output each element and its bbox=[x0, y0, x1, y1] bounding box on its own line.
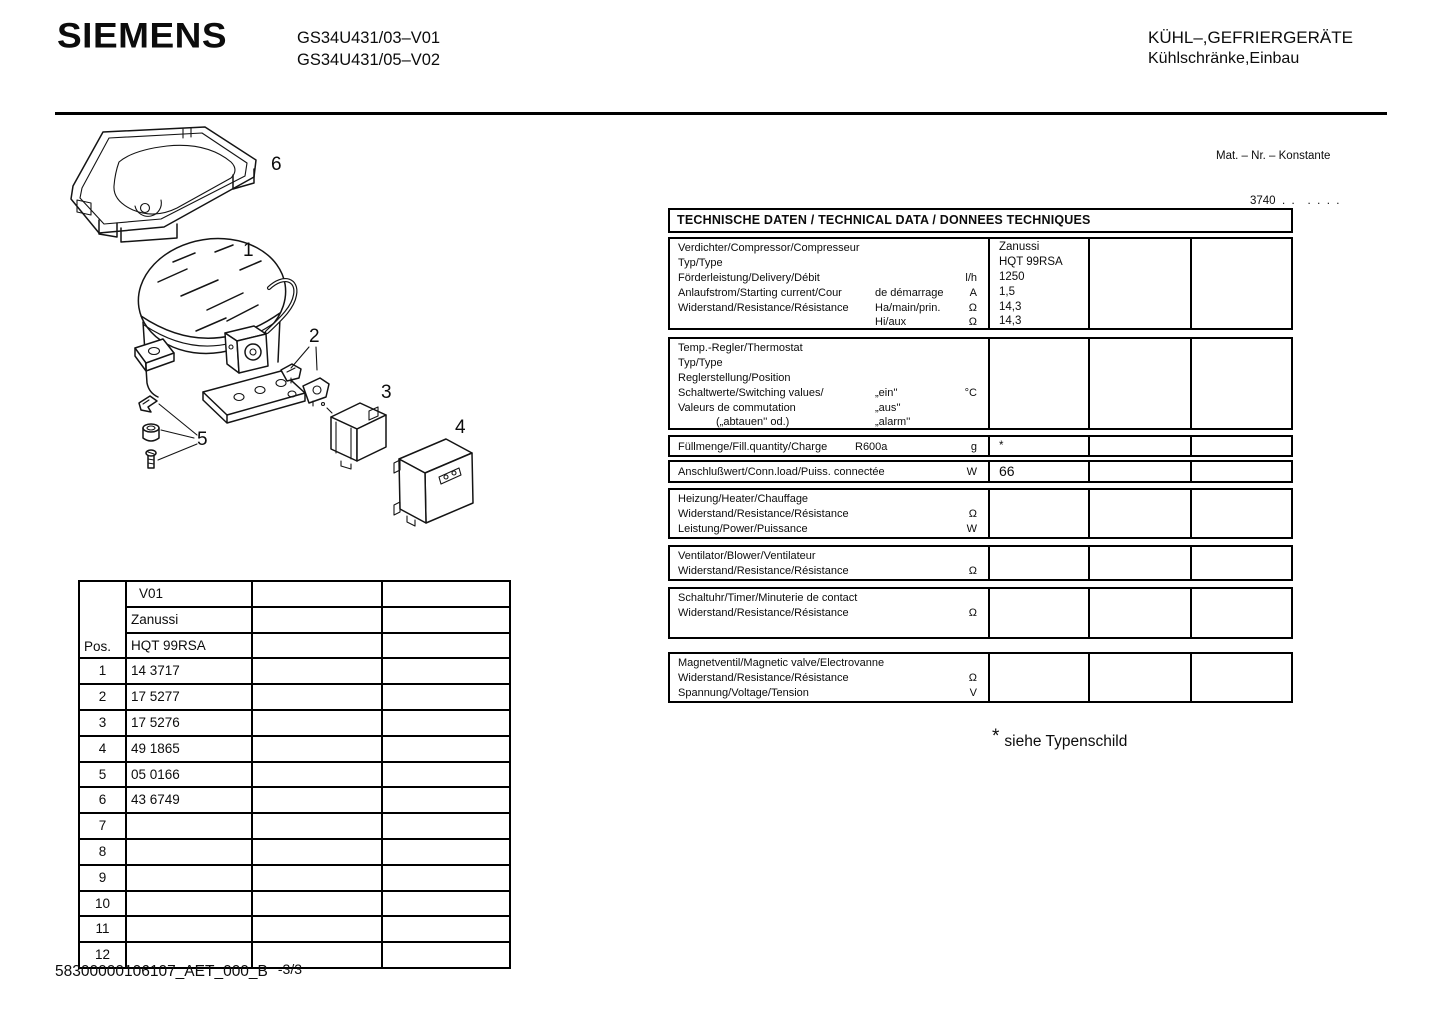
empty-cell bbox=[252, 787, 382, 813]
empty-header-cell bbox=[382, 633, 510, 659]
tech-value-column-2 bbox=[1088, 490, 1190, 537]
parts-table-row bbox=[79, 813, 510, 839]
empty-cell bbox=[252, 710, 382, 736]
empty-cell bbox=[252, 891, 382, 917]
parts-table-row bbox=[79, 658, 510, 684]
tech-labels-column bbox=[670, 462, 988, 481]
tech-row-label: Hi/aux Ω bbox=[875, 316, 977, 329]
variant-header-cell: Zanussi bbox=[126, 607, 252, 633]
part-number-cell bbox=[126, 916, 252, 942]
empty-cell bbox=[252, 762, 382, 788]
tech-row-label: Spannung/Voltage/Tension V bbox=[678, 686, 977, 699]
tech-row-label: Verdichter/Compressor/Compresseur bbox=[678, 242, 860, 254]
tech-row-value bbox=[999, 563, 1088, 578]
tech-row-label: Temp.-Regler/Thermostat bbox=[678, 342, 803, 354]
tech-value-column-2 bbox=[1088, 589, 1190, 637]
tech-value-column-2 bbox=[1088, 462, 1190, 481]
tech-row-value bbox=[999, 400, 1088, 415]
tech-block-thermostat bbox=[668, 337, 1293, 430]
empty-cell bbox=[382, 813, 510, 839]
technical-data-title: TECHNISCHE DATEN / TECHNICAL DATA / DONNEES TECHNIQUES bbox=[668, 208, 1293, 233]
parts-table-row bbox=[79, 762, 510, 788]
appliance-category bbox=[1148, 27, 1353, 69]
material-number-label: Mat. – Nr. – Konstante bbox=[1216, 150, 1331, 162]
tech-row-value: 66 bbox=[999, 463, 1015, 479]
tech-row-value bbox=[999, 370, 1088, 385]
tech-row-value bbox=[999, 685, 1088, 700]
relay-drawing bbox=[331, 403, 386, 469]
tech-labels-column bbox=[670, 490, 988, 537]
tech-row-label: Widerstand/Resistance/Résistance Ω bbox=[678, 507, 977, 520]
part-number-cell: 17 5277 bbox=[126, 684, 252, 710]
document-id: 58300000106107_AET_000_B bbox=[55, 963, 268, 980]
tech-row-value bbox=[999, 620, 1088, 635]
tech-value-column-2 bbox=[1088, 239, 1190, 328]
empty-cell bbox=[252, 813, 382, 839]
tech-row-label: Magnetventil/Magnetic valve/Electrovanne bbox=[678, 657, 885, 669]
header-divider-rule bbox=[55, 112, 1387, 115]
tech-value-column-3 bbox=[1190, 339, 1291, 428]
part-label-5: 5 bbox=[197, 429, 208, 450]
tech-row-label: Typ/Type bbox=[678, 256, 723, 269]
tech-row-value bbox=[999, 521, 1088, 536]
tech-value-column-3 bbox=[1190, 589, 1291, 637]
empty-cell bbox=[382, 710, 510, 736]
tech-row-label: Reglerstellung/Position bbox=[678, 371, 791, 384]
parts-table-row bbox=[79, 710, 510, 736]
tech-value-column-3 bbox=[1190, 654, 1291, 701]
siemens-logo: SIEMENS bbox=[57, 16, 228, 56]
tech-row-label: Typ/Type bbox=[678, 356, 723, 369]
part-label-1: 1 bbox=[243, 240, 254, 261]
empty-cell bbox=[252, 736, 382, 762]
tech-block-heater bbox=[668, 488, 1293, 539]
tech-value-column-1 bbox=[988, 339, 1088, 428]
parts-table-row bbox=[79, 684, 510, 710]
part-number-cell bbox=[126, 891, 252, 917]
asterisk-marker: * bbox=[992, 726, 1000, 747]
tech-row-label: Valeurs de commutation „aus'' bbox=[678, 401, 901, 414]
empty-cell bbox=[382, 762, 510, 788]
tech-row-value: Zanussi bbox=[999, 241, 1040, 253]
empty-cell bbox=[382, 942, 510, 968]
model-number-1: GS34U431/03–V01 bbox=[297, 29, 441, 47]
part-number-cell bbox=[126, 813, 252, 839]
tech-row-value bbox=[999, 670, 1088, 685]
pos-cell: 7 bbox=[79, 813, 126, 839]
empty-cell bbox=[252, 839, 382, 865]
tech-block-blower bbox=[668, 545, 1293, 581]
tech-labels-column bbox=[670, 654, 988, 701]
pos-cell: 4 bbox=[79, 736, 126, 762]
tech-row-label: Ventilator/Blower/Ventilateur bbox=[678, 550, 816, 562]
parts-table-row bbox=[79, 865, 510, 891]
tech-row-value bbox=[999, 340, 1088, 355]
empty-cell bbox=[382, 736, 510, 762]
tech-row-label: Widerstand/Resistance/Résistance Ω bbox=[678, 671, 977, 684]
tech-labels-column bbox=[670, 339, 988, 428]
tech-row-value bbox=[999, 355, 1088, 370]
tech-row-value: 1250 bbox=[999, 270, 1025, 283]
tech-row-label: Heizung/Heater/Chauffage bbox=[678, 493, 809, 505]
tech-row-value bbox=[999, 506, 1088, 521]
material-number-value: 3740 . . . . . . bbox=[1250, 195, 1340, 207]
tech-row-label: Widerstand/Resistance/Résistance Ω bbox=[678, 606, 977, 619]
variant-header-cell: V01 bbox=[126, 581, 252, 607]
parts-table-row bbox=[79, 736, 510, 762]
tech-row-label: Schaltuhr/Timer/Minuterie de contact bbox=[678, 592, 858, 604]
parts-header-row bbox=[79, 633, 510, 659]
tech-value-column-2 bbox=[1088, 437, 1190, 455]
tech-row-value bbox=[999, 414, 1088, 429]
tech-row-label: Widerstand/Resistance/Résistance Ha/main/prin. Ω bbox=[678, 301, 977, 314]
footnote bbox=[992, 726, 1127, 751]
parts-table-row bbox=[79, 787, 510, 813]
tech-block-connected-load bbox=[668, 460, 1293, 483]
tech-row-value: 14,3 bbox=[999, 315, 1022, 328]
empty-header-cell bbox=[252, 633, 382, 659]
parts-table-row bbox=[79, 891, 510, 917]
part-number-cell: 14 3717 bbox=[126, 658, 252, 684]
tech-labels-column bbox=[670, 589, 988, 637]
document-footer bbox=[55, 963, 302, 981]
part-label-4: 4 bbox=[455, 417, 466, 438]
tech-row-label: Füllmenge/Fill.quantity/Charge R600a g bbox=[678, 441, 977, 453]
parts-table-row bbox=[79, 839, 510, 865]
empty-cell bbox=[382, 916, 510, 942]
parts-table-row bbox=[79, 916, 510, 942]
part-label-6: 6 bbox=[271, 154, 282, 175]
tech-labels-column bbox=[670, 239, 988, 328]
tech-row-value bbox=[999, 548, 1088, 563]
compressor-drawing bbox=[130, 228, 305, 423]
parts-table bbox=[78, 580, 511, 969]
tech-row-label: Leistung/Power/Puissance W bbox=[678, 522, 977, 535]
model-numbers bbox=[297, 27, 440, 71]
pos-column-header: Pos. bbox=[79, 581, 126, 658]
empty-cell bbox=[252, 684, 382, 710]
tech-row-label: Förderleistung/Delivery/Débit l/h bbox=[678, 271, 977, 284]
tech-value-column-3 bbox=[1190, 437, 1291, 455]
tech-value-column-1 bbox=[988, 437, 1088, 455]
tech-value-column-2 bbox=[1088, 547, 1190, 579]
pos-cell: 2 bbox=[79, 684, 126, 710]
cover-drawing bbox=[394, 439, 473, 526]
empty-cell bbox=[382, 787, 510, 813]
tech-value-column-1 bbox=[988, 239, 1088, 328]
tech-value-column-3 bbox=[1190, 462, 1291, 481]
tech-labels-column bbox=[670, 547, 988, 579]
empty-cell bbox=[382, 891, 510, 917]
empty-header-cell bbox=[252, 581, 382, 607]
tech-value-column-3 bbox=[1190, 547, 1291, 579]
tech-value-column-1 bbox=[988, 589, 1088, 637]
parts-header-row bbox=[79, 607, 510, 633]
empty-header-cell bbox=[382, 607, 510, 633]
drip-tray-drawing bbox=[71, 127, 256, 242]
tech-block-timer bbox=[668, 587, 1293, 639]
pos-cell: 10 bbox=[79, 891, 126, 917]
tech-value-column-3 bbox=[1190, 490, 1291, 537]
exploded-view-diagram bbox=[55, 120, 525, 580]
empty-header-cell bbox=[252, 607, 382, 633]
pos-cell: 9 bbox=[79, 865, 126, 891]
tech-row-value bbox=[999, 590, 1088, 605]
tech-row-value bbox=[999, 385, 1088, 400]
tech-value-column-2 bbox=[1088, 654, 1190, 701]
empty-cell bbox=[252, 658, 382, 684]
tech-row-value: 1,5 bbox=[999, 285, 1015, 298]
tech-value-column-3 bbox=[1190, 239, 1291, 328]
tech-value-column-1 bbox=[988, 462, 1088, 481]
tech-value-column-1 bbox=[988, 547, 1088, 579]
empty-cell bbox=[382, 865, 510, 891]
category-line-1: KÜHL–,GEFRIERGERÄTE bbox=[1148, 28, 1353, 47]
pos-cell: 5 bbox=[79, 762, 126, 788]
tech-row-label: Anschlußwert/Conn.load/Puiss. connectée W bbox=[678, 466, 977, 478]
part-number-cell: 17 5276 bbox=[126, 710, 252, 736]
tech-row-value: 14,3 bbox=[999, 300, 1022, 313]
part-label-3: 3 bbox=[381, 382, 392, 403]
pos-cell: 11 bbox=[79, 916, 126, 942]
tech-row-label: Schaltwerte/Switching values/ „ein'' °C bbox=[678, 386, 977, 399]
tech-row-value bbox=[999, 491, 1088, 506]
page-number: -3/3 bbox=[277, 961, 303, 977]
variant-header-cell: HQT 99RSA bbox=[126, 633, 252, 659]
tech-block-fill-quantity bbox=[668, 435, 1293, 457]
empty-cell bbox=[382, 658, 510, 684]
tech-row-label: Anlaufstrom/Starting current/Cour de démarrage A bbox=[678, 286, 977, 299]
pos-cell: 8 bbox=[79, 839, 126, 865]
tech-labels-column bbox=[670, 437, 988, 455]
part-number-cell bbox=[126, 865, 252, 891]
starter-clips-drawing bbox=[281, 347, 332, 413]
tech-value-column-2 bbox=[1088, 339, 1190, 428]
tech-block-compressor bbox=[668, 237, 1293, 330]
tech-row-value: * bbox=[999, 440, 1004, 452]
model-number-2: GS34U431/05–V02 bbox=[297, 51, 441, 69]
part-number-cell: 49 1865 bbox=[126, 736, 252, 762]
pos-cell: 12 bbox=[79, 942, 126, 968]
empty-cell bbox=[382, 684, 510, 710]
tech-row-value bbox=[999, 605, 1088, 620]
empty-header-cell bbox=[382, 581, 510, 607]
pos-cell: 6 bbox=[79, 787, 126, 813]
pos-cell: 1 bbox=[79, 658, 126, 684]
tech-row-value bbox=[999, 655, 1088, 670]
part-number-cell: 05 0166 bbox=[126, 762, 252, 788]
tech-block-magnetic-valve bbox=[668, 652, 1293, 703]
part-number-cell: 43 6749 bbox=[126, 787, 252, 813]
part-number-cell bbox=[126, 839, 252, 865]
part-label-2: 2 bbox=[309, 326, 320, 347]
tech-value-column-1 bbox=[988, 490, 1088, 537]
tech-row-label bbox=[670, 621, 988, 636]
parts-header-row bbox=[79, 581, 510, 607]
empty-cell bbox=[382, 839, 510, 865]
footnote-text: siehe Typenschild bbox=[1004, 733, 1128, 750]
tech-row-label: Widerstand/Resistance/Résistance Ω bbox=[678, 564, 977, 577]
empty-cell bbox=[252, 916, 382, 942]
tech-row-label: („abtauen'' od.) „alarm'' bbox=[716, 416, 911, 429]
mounting-hardware-drawing bbox=[139, 396, 197, 468]
category-line-2: Kühlschränke,Einbau bbox=[1148, 50, 1300, 67]
empty-cell bbox=[252, 865, 382, 891]
pos-cell: 3 bbox=[79, 710, 126, 736]
tech-row-value: HQT 99RSA bbox=[999, 255, 1063, 268]
tech-value-column-1 bbox=[988, 654, 1088, 701]
